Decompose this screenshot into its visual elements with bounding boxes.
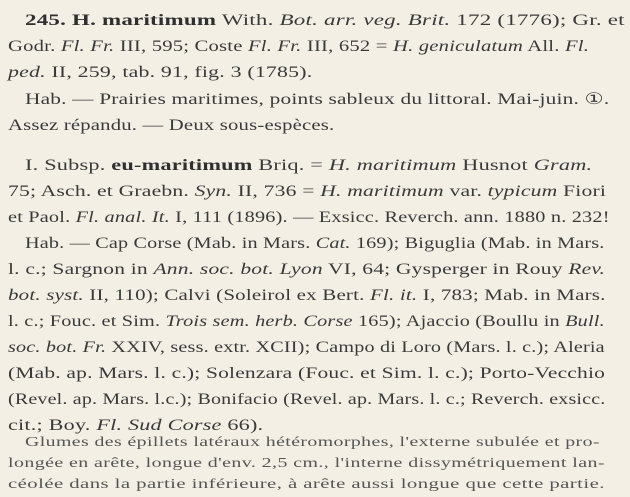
subspecies-habitat-line-7 [8,390,605,410]
text-run: H. maritimum [320,183,444,200]
text-run: III, 595; Coste [114,38,248,55]
text-run: II, 110); Calvi (Soleirol ex Bert. [83,287,370,304]
text-run: I, 783; Mab. in Mars. [417,287,606,304]
text-run: With. [216,12,280,29]
text-run: Ann. soc. bot. Lyon [153,261,323,278]
text-run: l. c.; Sargnon in [8,261,154,278]
subspecies-line-2 [8,182,606,202]
text-run: 165); Ajaccio (Boullu in [352,313,566,330]
text-run: Husnot [456,157,534,174]
description-line-3: céolée dans la partie inférieure, à arête aussi longue que cette partie. [8,477,605,492]
text-run: III, 652 = [301,38,393,55]
text-run: var. [443,183,488,200]
entry-line-1 [25,11,625,31]
subspecies-line-1 [25,156,592,176]
subspecies-line-3 [8,208,610,228]
text-run: 169); Biguglia (Mab. in Mars. [350,235,605,252]
subspecies-habitat-line-1 [25,234,605,254]
description-line-1: Glumes des épillets latéraux hétéromorphes, l'externe subulée et pro- [25,435,600,450]
text-run: Fl. anal. It. [75,209,170,226]
text-run: H. geniculatum [392,38,524,55]
text-run: Trois sem. herb. Corse [165,313,353,330]
text-run: 245. [25,12,73,29]
text-run: Gram. [533,157,593,174]
text-run: Bot. arr. veg. Brit. [279,12,451,29]
subspecies-habitat-line-6 [8,364,605,384]
text-run: Fl. Sud Corse [96,417,222,434]
text-run: I, 111 (1896). — Exsicc. Reverch. ann. 1880 n. 232! [169,209,610,226]
text-run: Assez répandu. — Deux sous-espèces. [8,117,335,134]
entry-line-3 [8,63,312,83]
description-line-2: longée en arête, longue d'env. 2,5 cm., l'interne dissymétriquement lan- [8,456,605,471]
text-run: Bull. [565,313,605,330]
text-run: H. maritimum [72,12,217,29]
text-run: Godr. [8,38,61,55]
text-run: II, 259, tab. 91, fig. 3 (1785). [45,64,313,81]
text-run: II, 736 = [231,183,321,200]
text-run: Fl. [564,38,590,55]
text-run: (Revel. ap. Mars. l.c.); Bonifacio (Revel. ap. Mars. l. c.; Reverch. exsicc. [8,391,606,408]
text-run: cit.; Boy. [8,417,97,434]
text-run: Fl. Fr. [247,38,302,55]
text-run: Fl. Fr. [60,38,115,55]
text-run: XXIV, sess. extr. XCII); Campo di Loro (Mars. l. c.); Aleria [106,339,605,356]
text-run: Fiori [557,183,607,200]
subspecies-habitat-line-3 [8,286,606,306]
entry-line-2 [8,37,589,57]
text-run: bot. syst. [8,287,84,304]
text-run: Syn. [194,183,232,200]
subspecies-habitat-line-4 [8,312,605,332]
entry-habitat-line-1 [25,90,609,110]
entry-habitat-line-2 [8,116,334,136]
text-run: VI, 64; Gysperger in Rouy [322,261,569,278]
text-run: Hab. — Prairies maritimes, points sableux du littoral. Mai-juin. ①. [25,91,610,108]
text-run: l. c.; Fouc. et Sim. [8,313,166,330]
text-run: H. maritimum [328,157,457,174]
text-run: Rev. [568,261,606,278]
text-run: 172 (1776); Gr. et [450,12,625,29]
text-run: ped. [8,64,46,81]
text-run: 75; Asch. et Graebn. [8,183,195,200]
subspecies-habitat-line-5 [8,338,605,358]
text-run: (Mab. ap. Mars. l. c.); Solenzara (Fouc. et Sim. l. c.); Porto-Vecchio [8,365,606,382]
subspecies-habitat-line-2 [8,260,605,280]
text-run: All. [523,38,565,55]
text-run: et Paol. [8,209,76,226]
text-run: Hab. — Cap Corse (Mab. in Mars. [25,235,316,252]
text-run: soc. bot. Fr. [8,339,107,356]
text-run: Briq. = [252,157,329,174]
text-run: I. Subsp. [25,157,112,174]
text-run: 66). [221,417,264,434]
text-run: eu-maritimum [111,157,253,174]
text-run: typicum [487,183,558,200]
text-run: Fl. it. [369,287,418,304]
text-run: Cat. [315,235,351,252]
